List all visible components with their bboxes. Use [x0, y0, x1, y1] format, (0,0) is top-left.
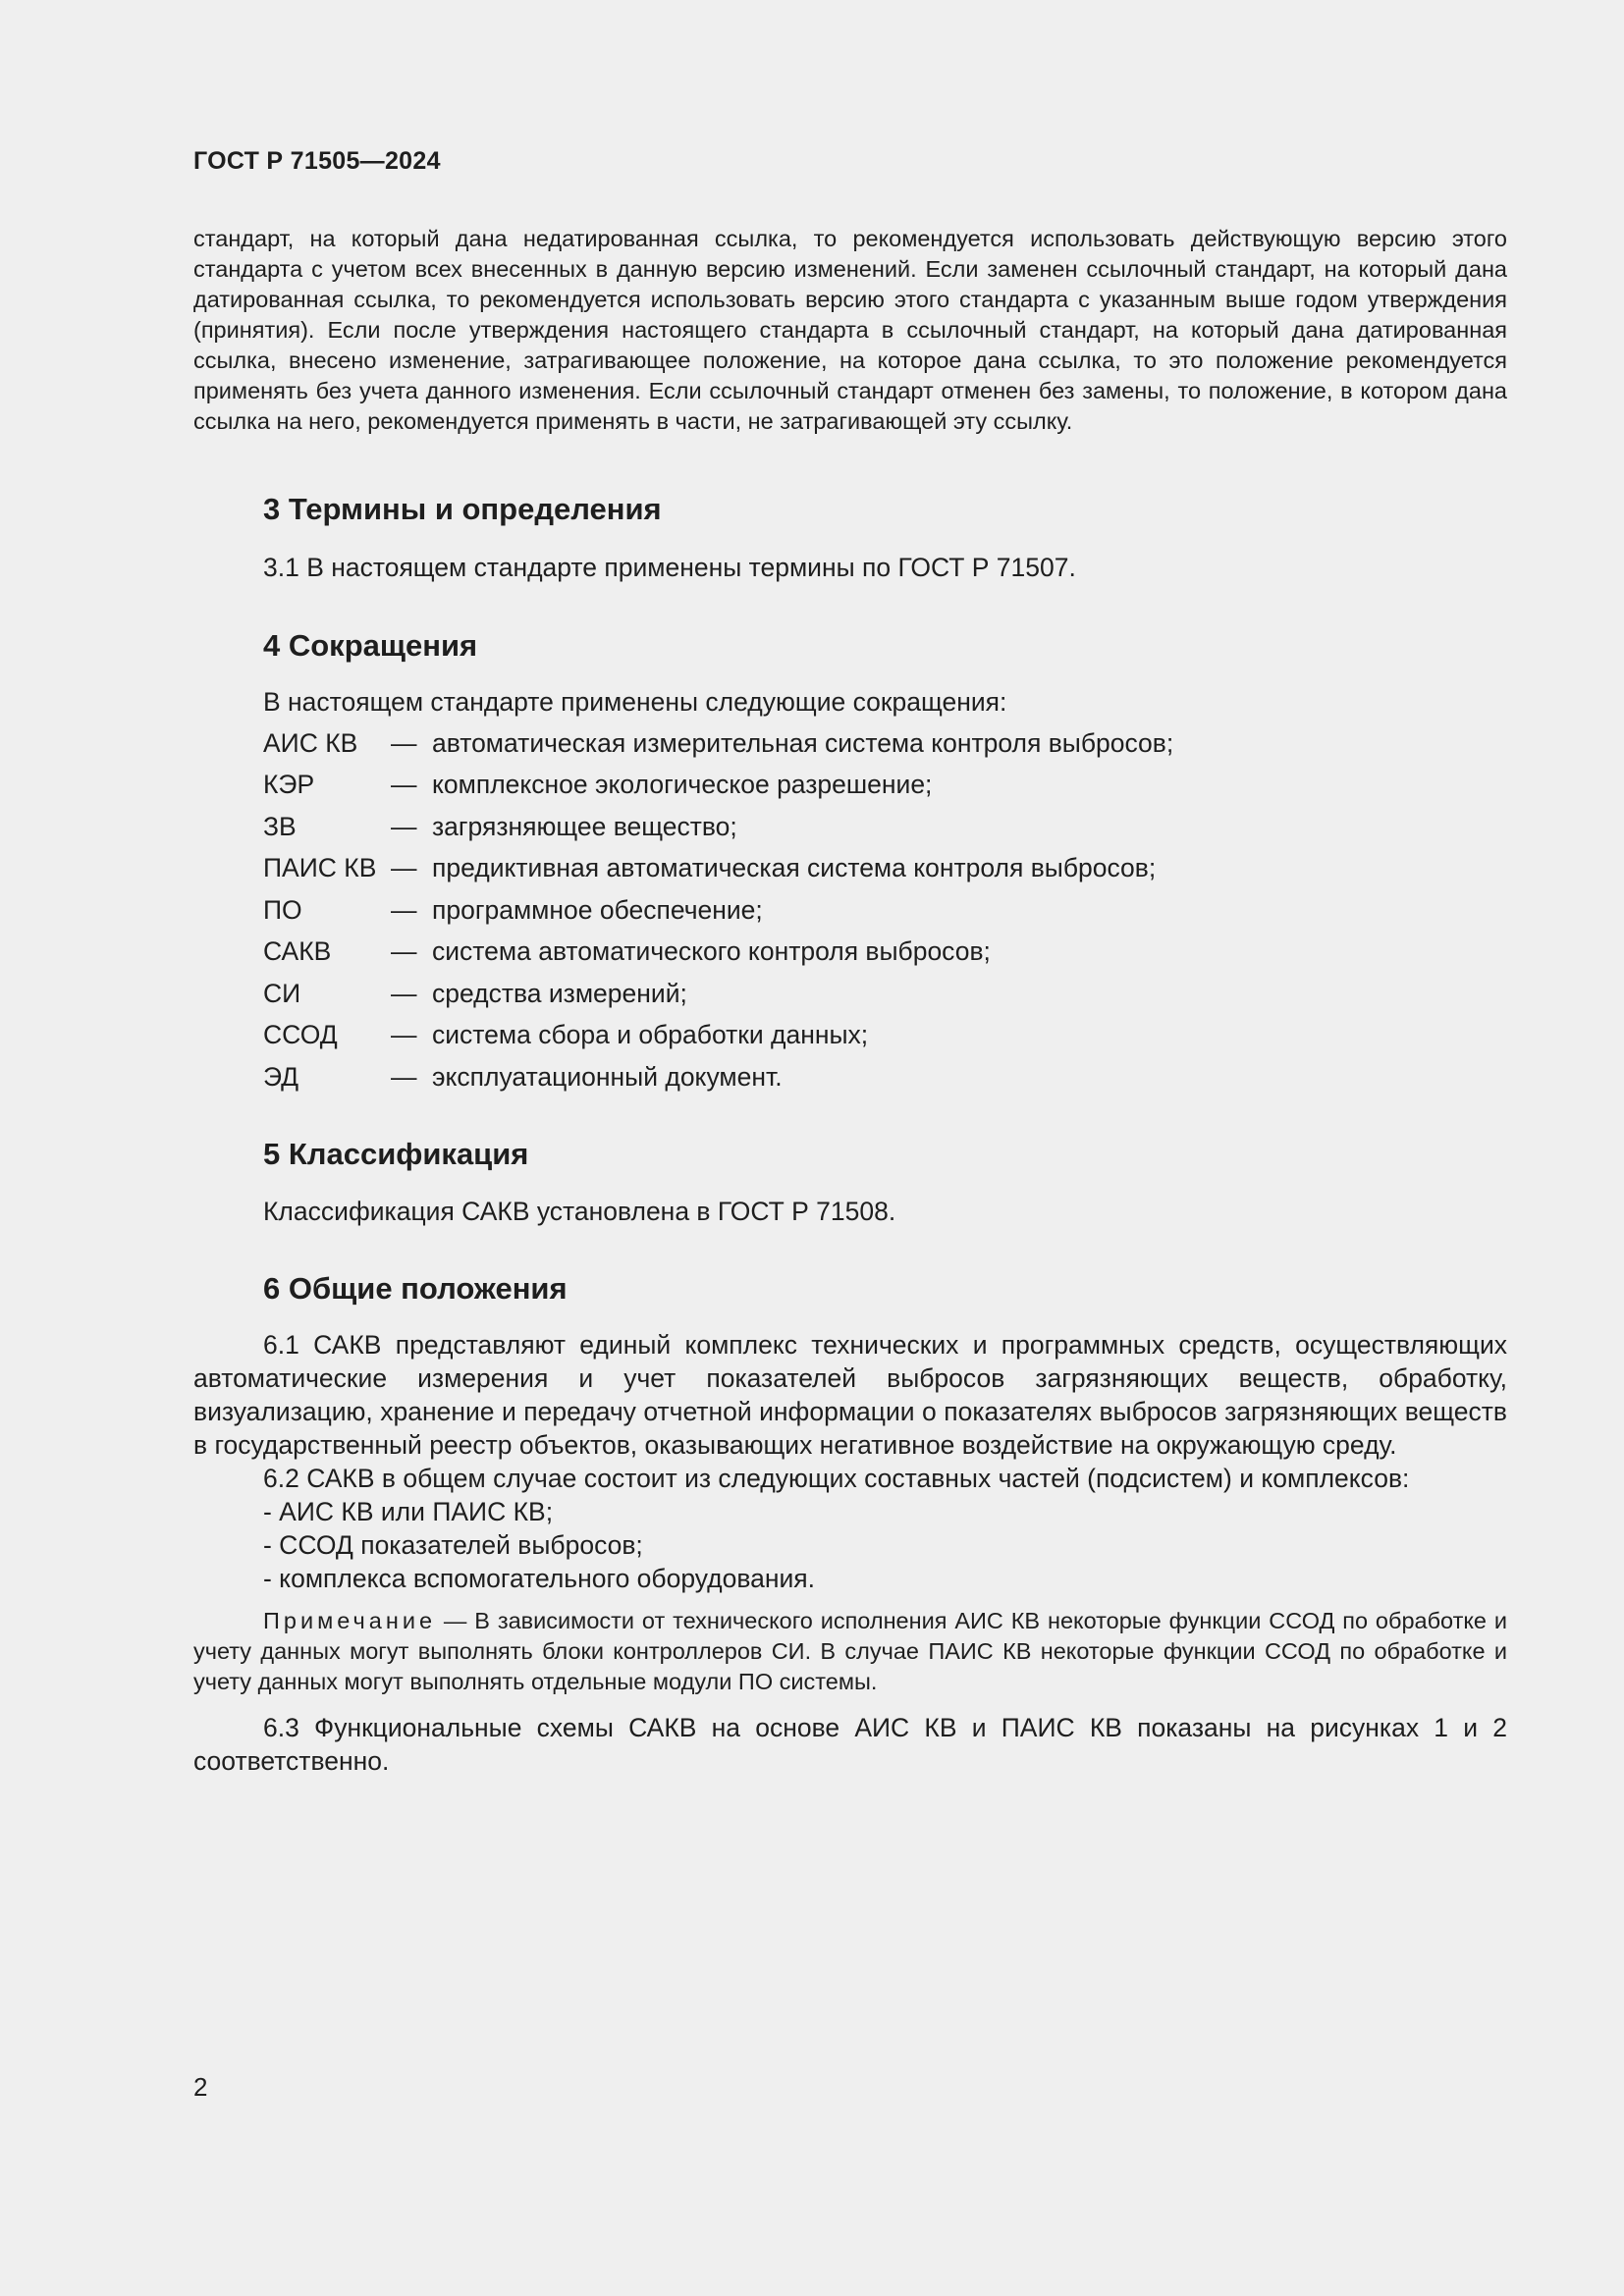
- section-4-heading: 4 Сокращения: [263, 628, 478, 663]
- abbreviation-term: СИ: [263, 979, 301, 1008]
- section-6-heading: 6 Общие положения: [263, 1271, 568, 1306]
- abbreviation-definition: система сбора и обработки данных;: [432, 1020, 869, 1049]
- intro-paragraph: стандарт, на который дана недатированная ссылка, то рекомендуется использовать действующую версию этого стандарта с учетом всех внесенных в данную версию изменений. Если заменен ссылочный стандарт, на который дана датированная ссылка, то рекомендуется использовать версию этого стандарта с указанным выше годом утверждения (принятия). Если после утверждения настоящего стандарта в ссылочный стандарт, на который дана датированная ссылка, внесено изменение, затрагивающее положение, на которое дана ссылка, то это положение рекомендуется применять без учета данного изменения. Если ссылочный стандарт отменен без замены, то положение, в котором дана ссылка на него, рекомендуется применять в части, не затрагивающей эту ссылку.: [193, 226, 1507, 434]
- list-item: - АИС КВ или ПАИС КВ;: [263, 1497, 554, 1526]
- abbreviation-term: ЗВ: [263, 812, 297, 841]
- section-5-paragraph: Классификация САКВ установлена в ГОСТ Р 71508.: [263, 1197, 896, 1226]
- section-5-heading: 5 Классификация: [263, 1137, 529, 1171]
- note-text: — В зависимости от технического исполнения АИС КВ некоторые функции ССОД по обработке и учету данных могут выполнять блоки контроллеров СИ. В случае ПАИС КВ некоторые функции ССОД по обработке и учету данных могут выполнять отдельные модули ПО системы.: [193, 1608, 1507, 1694]
- components-list: [193, 1495, 1507, 1595]
- abbreviation-dash: —: [391, 936, 417, 966]
- abbreviation-definition: эксплуатационный документ.: [432, 1062, 783, 1092]
- abbreviation-definition: автоматическая измерительная система контроля выбросов;: [432, 728, 1174, 758]
- abbreviation-dash: —: [391, 895, 417, 925]
- note-label: Примечание: [263, 1608, 437, 1633]
- section-3-heading: 3 Термины и определения: [263, 492, 662, 526]
- note-paragraph: [193, 1606, 1507, 1697]
- section-6-2-paragraph: 6.2 САКВ в общем случае состоит из следующих составных частей (подсистем) и комплексов:: [263, 1464, 1410, 1493]
- abbreviation-dash: —: [391, 979, 417, 1008]
- abbreviation-term: ПАИС КВ: [263, 853, 377, 882]
- abbreviation-dash: —: [391, 853, 417, 882]
- abbreviation-dash: —: [391, 728, 417, 758]
- abbreviation-dash: —: [391, 770, 417, 799]
- abbreviation-term: ПО: [263, 895, 302, 925]
- list-item: - ССОД показателей выбросов;: [263, 1530, 643, 1560]
- abbreviation-dash: —: [391, 1020, 417, 1049]
- abbreviation-definition: загрязняющее вещество;: [432, 812, 737, 841]
- abbreviation-term: ЭД: [263, 1062, 299, 1092]
- abbreviation-definition: средства измерений;: [432, 979, 687, 1008]
- abbreviation-dash: —: [391, 1062, 417, 1092]
- list-item: - комплекса вспомогательного оборудования.: [263, 1564, 815, 1593]
- abbreviation-definition: комплексное экологическое разрешение;: [432, 770, 933, 799]
- abbreviation-term: ССОД: [263, 1020, 338, 1049]
- section-3-1-paragraph: 3.1 В настоящем стандарте применены термины по ГОСТ Р 71507.: [263, 553, 1076, 582]
- abbreviation-dash: —: [391, 812, 417, 841]
- page-number: 2: [193, 2072, 208, 2102]
- abbreviation-definition: система автоматического контроля выбросов;: [432, 936, 991, 966]
- section-4-intro: В настоящем стандарте применены следующие сокращения:: [263, 687, 1007, 717]
- abbreviation-term: САКВ: [263, 936, 332, 966]
- abbreviation-term: АИС КВ: [263, 728, 358, 758]
- document-header: ГОСТ Р 71505—2024: [193, 147, 441, 175]
- abbreviation-term: КЭР: [263, 770, 315, 799]
- abbreviation-definition: предиктивная автоматическая система контроля выбросов;: [432, 853, 1157, 882]
- section-6-1-paragraph: 6.1 САКВ представляют единый комплекс технических и программных средств, осуществляющих автоматические измерения и учет показателей выбросов загрязняющих веществ, обработку, визуализацию, хранение и передачу отчетной информации о показателях выбросов загрязняющих веществ в государственный реестр объектов, оказывающих негативное воздействие на окружающую среду.: [193, 1330, 1507, 1460]
- section-6-3-paragraph: 6.3 Функциональные схемы САКВ на основе АИС КВ и ПАИС КВ показаны на рисунках 1 и 2 соответственно.: [193, 1713, 1507, 1776]
- abbreviation-definition: программное обеспечение;: [432, 895, 763, 925]
